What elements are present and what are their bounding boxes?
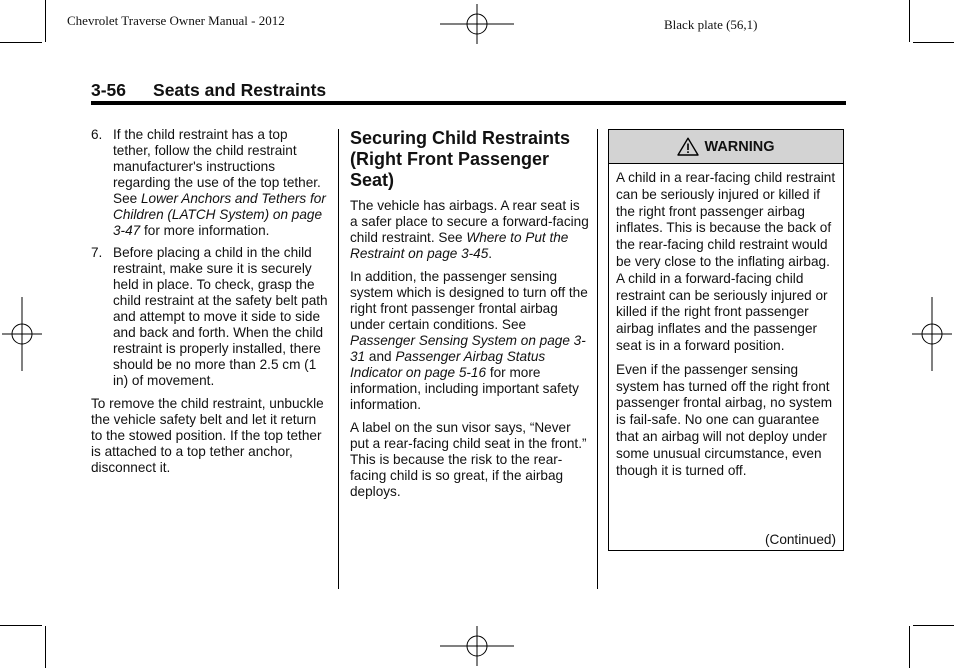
list-item [91,245,329,389]
warning-body [609,164,843,479]
crop-mark [45,0,46,42]
crop-mark [0,625,42,626]
crop-mark [913,625,954,626]
registration-mark-icon [912,297,952,371]
list-item [91,127,329,239]
paragraph-text: for more information, including important safety information. [350,365,579,412]
warning-triangle-icon [677,137,699,156]
crop-mark [909,626,910,668]
paragraph: A label on the sun visor says, “Never put a rear-facing child seat in the front.” This is because the risk to the rear-facing child is so great, if the airbag deploys. [350,420,587,499]
paragraph-text: . [488,246,493,261]
step-number: 7. [91,245,103,260]
step-text: for more information. [140,223,270,238]
section-rule [91,101,846,105]
section-title: Seats and Restraints [153,80,327,100]
manual-title: Chevrolet Traverse Owner Manual - 2012 [67,13,285,28]
column-divider [338,129,339,589]
warning-label: WARNING [704,138,775,155]
cross-reference-link[interactable]: Passenger Airbag Status Indicator on page 5-16 [350,349,546,380]
column-divider [597,129,598,589]
crop-mark [909,0,910,42]
paragraph-text: In addition, the passenger sensing system which is designed to turn off the right front passenger frontal airbag under certain conditions. See [350,269,588,332]
subsection-heading: Securing Child Restraints (Right Front Passenger Seat) [350,128,571,190]
warning-header [609,130,843,164]
step-list [91,127,329,389]
cross-reference-link[interactable]: Where to Put the Restraint on page 3-45 [350,230,569,261]
step-number: 6. [91,127,103,142]
page-number: 3-56 [91,80,127,100]
middle-column [350,128,590,507]
paragraph-text: The vehicle has airbags. A rear seat is a safer place to secure a forward-facing child restraint. See [350,198,589,245]
continued-label: (Continued) [764,532,836,547]
paragraph [350,198,590,262]
registration-mark-icon [440,626,514,666]
step-text: Before placing a child in the child restraint, make sure it is securely held in place. To check, grasp the child restraint at the safety belt path and attempt to move it side to side and back and forth. When the child restraint is properly installed, there should be no more than 2.5 cm (1 in) of movement. [113,245,328,388]
warning-box [608,129,844,551]
warning-paragraph: Even if the passenger sensing system has turned off the right front passenger frontal airbag, no system is fail-safe. No one can guarantee that an airbag will not deploy under some unusual circumstance, even though it is turned off. [616,361,833,478]
plate-label: Black plate (56,1) [664,17,758,32]
crop-mark [45,626,46,668]
crop-mark [913,42,954,43]
paragraph [350,269,590,413]
removal-paragraph: To remove the child restraint, unbuckle the vehicle safety belt and let it return to the stowed position. If the top tether is attached to a top tether anchor, disconnect it. [91,396,324,475]
section-header [91,80,326,101]
left-column [91,127,329,483]
paragraph-text: and [365,349,396,364]
registration-mark-icon [440,4,514,44]
cross-reference-link[interactable]: Passenger Sensing System on page 3-31 [350,333,586,364]
registration-mark-icon [2,297,42,371]
step-text: If the child restraint has a top tether, follow the child restraint manufacturer's instructions regarding the use of the top tether. See [113,127,321,206]
warning-paragraph: A child in a rear-facing child restraint can be seriously injured or killed if the right front passenger airbag inflates. This is because the back of the rear-facing child restraint would be very close to the inflating airbag. A child in a forward-facing child restraint can be seriously injured or killed if the right front passenger airbag inflates and the passenger seat is in a forward position. [616,170,836,353]
crop-mark [0,42,42,43]
cross-reference-link[interactable]: Lower Anchors and Tethers for Children (LATCH System) on page 3-47 [113,191,326,238]
